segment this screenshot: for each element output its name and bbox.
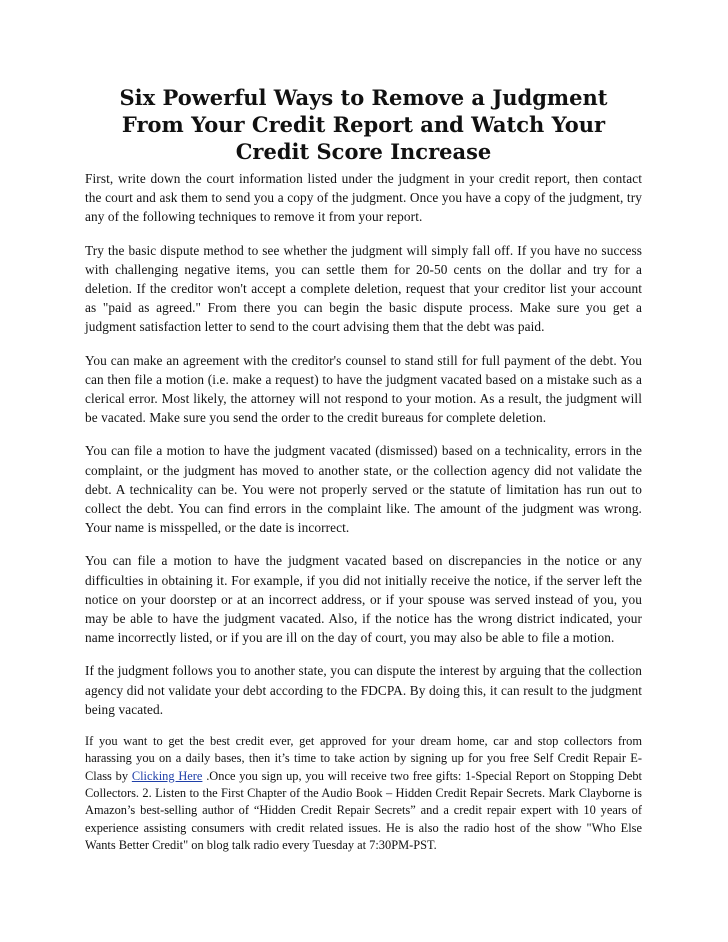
paragraph-intro: First, write down the court information listed under the judgment in your credit report, then contact the court and ask them to send you a copy of the judgment. Once you have a copy of the judgment, try any of the following techniques to remove it from your report. [85, 171, 642, 225]
paragraph-basic-dispute: Try the basic dispute method to see whether the judgment will simply fall off. If you have no success with challenging negative items, you can settle them for 20-50 cents on the dollar and try for a deletion. If the creditor won't accept a complete deletion, request that your creditor list your account as "paid as agreed." From there you can begin the basic dispute process. Make sure you get a judgment satisfaction letter to send to the court advising them that the debt was paid. [85, 242, 642, 335]
document-page [85, 84, 642, 854]
clicking-here-link[interactable]: Clicking Here [131, 768, 203, 783]
paragraph-technicality: You can file a motion to have the judgment vacated (dismissed) based on a technicality, errors in the complaint, or the judgment has moved to another state, or the collection agency did not validate the debt. A technicality can be. You were not properly served or the statute of limitation has run out to collect the debt. You can find errors in the complaint like. The amount of the judgment was wrong. Your name is misspelled, or the date is incorrect. [85, 443, 642, 536]
paragraph-another-state: If the judgment follows you to another state, you can dispute the interest by arguing that the collection agency did not validate your debt according to the FDCPA. By doing this, it can result to the judgment being vacated. [85, 663, 642, 717]
paragraph-notice: You can file a motion to have the judgment vacated based on discrepancies in the notice or any difficulties in obtaining it. For example, if you did not initially receive the notice, if the server left the notice on your doorstep or at an incorrect address, or if your spouse was served instead of you, you may be able to have the judgment vacated. Also, if the notice has the wrong district indicated, your name incorrectly listed, or if you are ill on the day of court, you may also be able to file a motion. [85, 553, 642, 646]
footer-text-before-link: If you want to get the best credit ever, get approved for your dream home, car and stop collectors from harassing you on a daily bases, then it’s time to take action by signing up for you free Self Credit Repair E-Class by [85, 734, 642, 783]
paragraph-agreement: You can make an agreement with the creditor's counsel to stand still for full payment of the debt. You can then file a motion (i.e. make a request) to have the judgment vacated based on a mistake such as a clerical error. Most likely, the attorney will not respond to your motion. As a result, the judgment will be vacated. Make sure you send the order to the credit bureaus for complete deletion. [85, 352, 642, 426]
author-footer [85, 733, 642, 854]
document-title: Six Powerful Ways to Remove a Judgment From Your Credit Report and Watch Your Credit Score Increase [119, 85, 608, 164]
footer-text-after-link: .Once you sign up, you will receive two free gifts: 1-Special Report on Stopping Debt Collectors. 2. Listen to the First Chapter of the Audio Book – Hidden Credit Repair Secrets. Mark Clayborne is Amazon’s best-selling author of “Hidden Credit Repair Secrets” and a credit repair expert with 10 years of experience assisting consumers with credit related issues. He is also the radio host of the show "Who Else Wants Better Credit" on blog talk radio every Tuesday at 7:30PM-PST. [85, 768, 642, 852]
